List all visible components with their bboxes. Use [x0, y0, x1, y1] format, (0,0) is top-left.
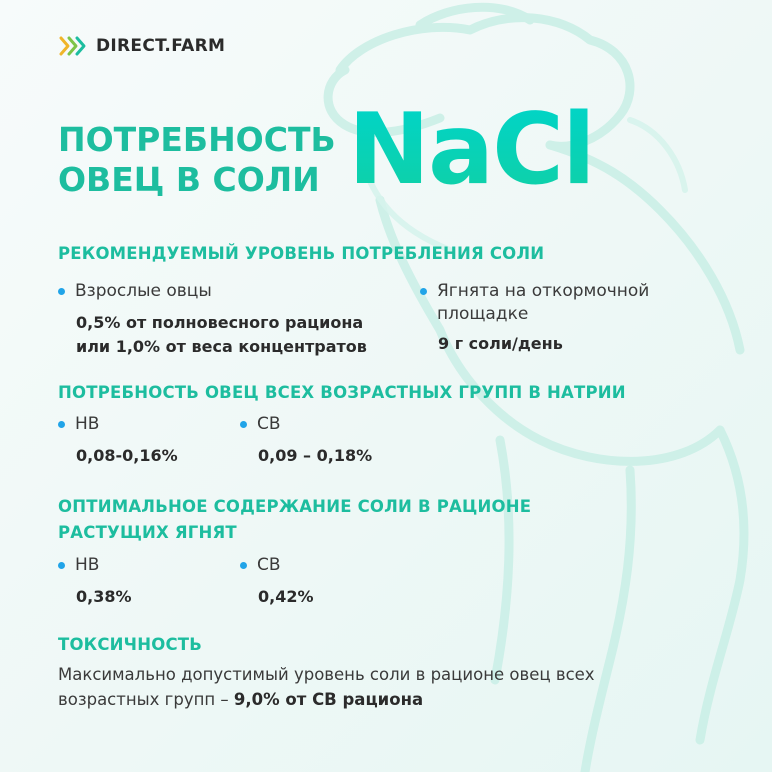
- item-value: 0,38%: [76, 587, 132, 606]
- bullet-dot: [240, 421, 247, 428]
- toxicity-highlight: 9,0% от СВ рациона: [233, 690, 424, 709]
- section-sodium-title: ПОТРЕБНОСТЬ ОВЕЦ ВСЕХ ВОЗРАСТНЫХ ГРУПП В НАТРИИ: [58, 383, 626, 402]
- list-item-adult-sheep: [58, 280, 367, 359]
- bullet-dot: [240, 562, 247, 569]
- bullet-dot: [58, 421, 65, 428]
- section-lambs-title: [58, 494, 531, 546]
- item-value-line-1: 0,5% от полновесного рациона: [76, 313, 364, 332]
- item-value: 9 г соли/день: [438, 334, 563, 353]
- item-label: НВ: [75, 555, 100, 575]
- page-title: [58, 120, 336, 200]
- item-label-line-2: площадке: [437, 304, 529, 324]
- item-label: СВ: [257, 555, 281, 575]
- item-label: СВ: [257, 414, 281, 434]
- toxicity-text: Максимально допустимый уровень соли в рационе овец всех возрастных групп –: [58, 665, 595, 709]
- bullet-dot: [420, 288, 427, 295]
- bullet-dot: [58, 562, 65, 569]
- title-line-1: ПОТРЕБНОСТЬ: [58, 120, 336, 159]
- section-title-line-1: ОПТИМАЛЬНОЕ СОДЕРЖАНИЕ СОЛИ В РАЦИОНЕ: [58, 497, 532, 516]
- item-value: 0,08-0,16%: [76, 446, 178, 465]
- logo-chevrons-icon: [58, 34, 88, 58]
- section-title-line-2: РАСТУЩИХ ЯГНЯТ: [58, 523, 237, 542]
- list-item-hb: [58, 413, 178, 468]
- formula-nacl: NaCl: [348, 93, 594, 207]
- item-label: НВ: [75, 414, 100, 434]
- item-label: Взрослые овцы: [75, 281, 212, 301]
- toxicity-paragraph: [58, 662, 698, 712]
- list-item-cb: [240, 554, 314, 609]
- brand-logo: [58, 34, 225, 58]
- brand-name: DIRECT.FARM: [96, 36, 226, 56]
- bullet-dot: [58, 288, 65, 295]
- item-value: 0,09 – 0,18%: [258, 446, 373, 465]
- section-recommended-title: РЕКОМЕНДУЕМЫЙ УРОВЕНЬ ПОТРЕБЛЕНИЯ СОЛИ: [58, 244, 545, 263]
- list-item-cb: [240, 413, 372, 468]
- item-value-line-2: или 1,0% от веса концентратов: [76, 337, 367, 356]
- item-value: 0,42%: [258, 587, 314, 606]
- list-item-hb: [58, 554, 132, 609]
- section-toxicity-title: ТОКСИЧНОСТЬ: [58, 635, 202, 654]
- list-item-feedlot-lambs: [420, 280, 649, 356]
- title-line-2: ОВЕЦ В СОЛИ: [58, 160, 320, 199]
- item-label-line-1: Ягнята на откормочной: [437, 281, 650, 301]
